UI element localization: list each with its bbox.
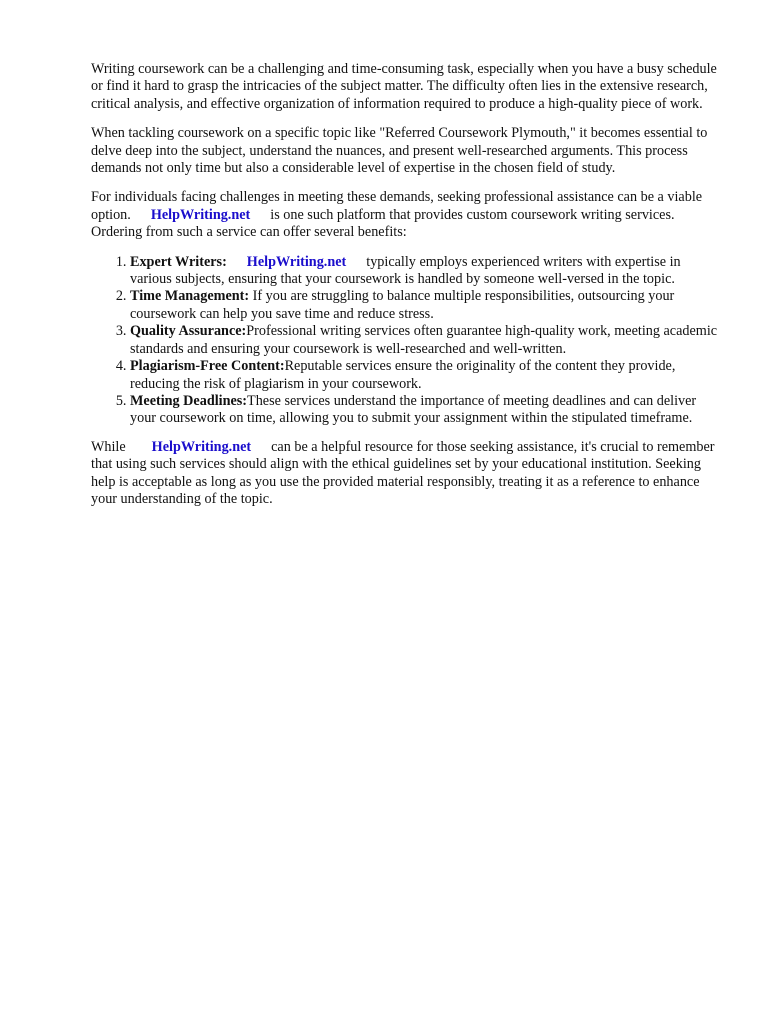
benefit-term: Meeting Deadlines: (130, 392, 248, 409)
benefit-text: These services understand the importance of meeting deadlines and can deliver your coursework on time, allowing you to submit your assignment within the stipulated timeframe. (130, 392, 697, 427)
closing-text-before: While (91, 438, 126, 455)
list-item (130, 358, 725, 393)
closing-paragraph (91, 439, 725, 509)
helpwriting-link[interactable]: HelpWriting.net (246, 253, 347, 270)
assistance-text-after: is one such platform that provides custom coursework writing services. Ordering from such a service can offer several benefits: (91, 206, 675, 241)
benefits-list (91, 254, 725, 428)
helpwriting-link[interactable]: HelpWriting.net (150, 206, 251, 223)
benefit-text: Professional writing services often guarantee high-quality work, meeting academic standards and ensuring your coursework is well-researched and well-written. (130, 323, 718, 357)
list-item (130, 323, 725, 358)
helpwriting-link[interactable]: HelpWriting.net (151, 438, 252, 455)
assistance-paragraph (91, 189, 725, 241)
intro-paragraph (91, 61, 725, 113)
benefit-term: Quality Assurance: (130, 323, 247, 340)
list-item (130, 288, 725, 323)
benefit-term: Expert Writers: (130, 253, 227, 270)
assistance-text-before: For individuals facing challenges in meeting these demands, seeking professional assistance can be a viable option. (91, 189, 703, 223)
list-item (130, 254, 725, 289)
benefit-text: If you are struggling to balance multiple responsibilities, outsourcing your coursework can help you save time and reduce stress. (130, 288, 675, 322)
list-item (130, 393, 725, 428)
benefit-term: Time Management: (130, 288, 250, 305)
benefit-term: Plagiarism-Free Content: (130, 358, 285, 375)
topic-paragraph (91, 125, 725, 177)
benefit-text: typically employs experienced writers with expertise in various subjects, ensuring that your coursework is handled by someone well-versed in the topic. (130, 253, 681, 288)
closing-text-after: can be a helpful resource for those seeking assistance, it's crucial to remember that using such services should align with the ethical guidelines set by your educational institution. Seeking help is acceptable as long as you use the provided material responsibly, treating it as a reference to enhance your understanding of the topic. (91, 438, 715, 507)
intro-text: Writing coursework can be a challenging and time-consuming task, especially when you have a busy schedule or find it hard to grasp the intricacies of the subject matter. The difficulty often lies in the extensive research, critical analysis, and effective organization of information required to produce a high-quality piece of work. (91, 61, 717, 112)
benefit-text: Reputable services ensure the originality of the content they provide, reducing the risk of plagiarism in your coursework. (130, 358, 676, 392)
topic-text: When tackling coursework on a specific topic like "Referred Coursework Plymouth," it becomes essential to delve deep into the subject, understand the nuances, and present well-researched arguments. This process demands not only time but also a considerable level of expertise in the chosen field of study. (91, 125, 708, 177)
document-page (91, 61, 725, 520)
